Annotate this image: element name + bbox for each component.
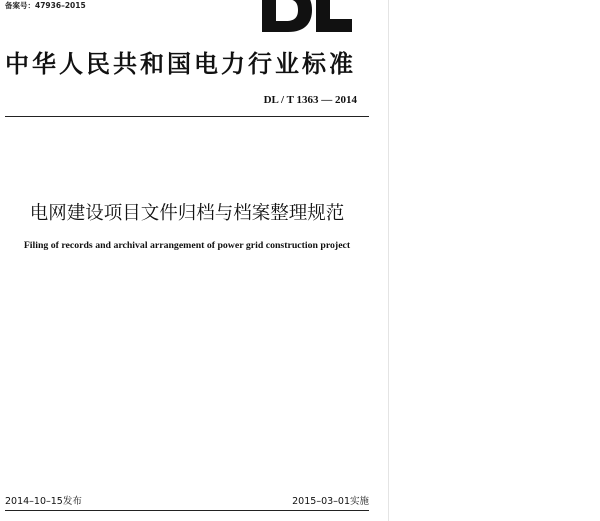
dl-logo (258, 0, 352, 32)
issue-date: 2014–10–15发布 (5, 496, 82, 507)
dl-logo-l-shape (316, 0, 352, 32)
top-divider (5, 116, 369, 117)
document-title-cn: 电网建设项目文件归档与档案整理规范 (29, 203, 345, 224)
standard-category: 中华人民共和国电力行业标准 (5, 49, 356, 78)
page-edge-divider (388, 0, 389, 521)
implementation-date: 2015–03–01实施 (292, 496, 369, 507)
record-number: 备案号：47936–2015 (5, 1, 86, 10)
standard-code: DL / T 1363 — 2014 (263, 94, 357, 106)
bottom-divider (5, 510, 369, 511)
document-title-en: Filing of records and archival arrangement of power grid construction project (23, 240, 351, 251)
